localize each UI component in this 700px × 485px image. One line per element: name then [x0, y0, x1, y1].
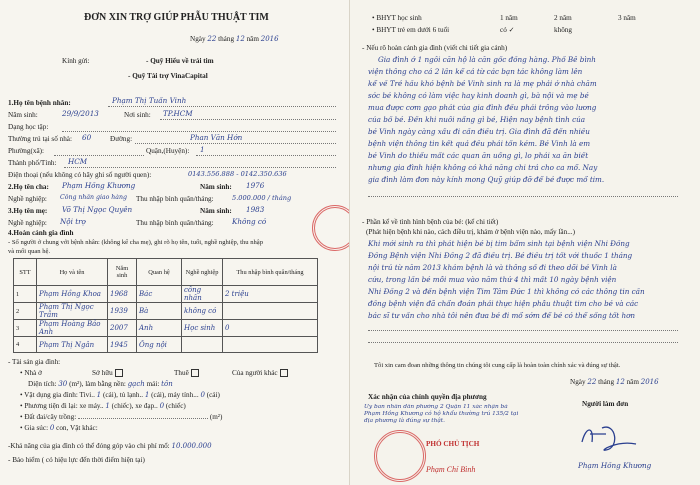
- district-label: Quận,(Huyện):: [146, 147, 190, 155]
- col-job: Nghề nghiệp: [182, 259, 223, 286]
- family-table-header: [14, 259, 318, 286]
- treatment-line: cứu, trong lần bé mỗi mua vào năm thứ 4 thì mất 10 ngày bệnh viện: [368, 276, 617, 284]
- date-day: 22: [207, 35, 217, 43]
- ward-label: Phường(xã):: [8, 147, 45, 155]
- mother-income: Không có: [232, 218, 267, 226]
- to-label: Kính gửi:: [62, 57, 90, 65]
- mother-section: 3.Họ tên mẹ:: [8, 207, 48, 215]
- opt-no: không: [554, 26, 572, 34]
- father-birth: 1976: [246, 182, 265, 190]
- place-line: [160, 119, 336, 120]
- special-line: bệnh viện thông tin kết quả đều phải tốn kém. Bé Vinh là em: [368, 140, 591, 148]
- street-value: Phan Văn Hớn: [190, 134, 243, 142]
- form-page-left: [0, 0, 349, 485]
- land-line: • Đất đai/cây trồng: (m²): [20, 413, 223, 421]
- other-owner-checkbox: [280, 369, 288, 377]
- treatment-line: bác sĩ tư vấn cho nhà tôi nên đưa bé đi mổ sớm để bé có thể sống tốt hơn: [368, 312, 636, 320]
- address-label: Thường trú tại số nhà:: [8, 135, 72, 143]
- special-line: sóc bé không có làm việc hay kinh doanh gì, bà nội và mẹ bé: [368, 92, 589, 100]
- contribution-line: -Khả năng của gia đình có thể đóng góp vào chi phí mổ: 10.000.000: [8, 442, 212, 450]
- opt-3-year: 3 năm: [618, 14, 636, 22]
- fridge-value: 1: [144, 391, 150, 399]
- city-line: [64, 167, 336, 168]
- treatment-line: Khi mới sinh ra thì phát hiện bé bị tim bẩm sinh tại bệnh viện Nhi Đồng: [368, 240, 630, 248]
- col-name: Họ và tên: [37, 259, 108, 286]
- phone-label: Điện thoại (nếu không có hãy ghi số người quen):: [8, 171, 152, 179]
- date-line: Ngày 22 tháng 12 năm 2016: [190, 35, 279, 43]
- computer-value: 0: [200, 391, 205, 399]
- phone-value: 0143.556.888 - 0142.350.636: [188, 170, 287, 178]
- special-line: của bố bé. Đến khi nuôi nấng gì bé, Hiện nay bệnh tình của: [368, 116, 586, 124]
- district-value: 1: [200, 146, 205, 154]
- bhyt-student: • BHYT học sinh: [372, 14, 422, 22]
- family-note-2: và mối quan hệ.: [8, 248, 51, 255]
- assets-title: - Tài sản gia đình:: [8, 358, 61, 366]
- treatment-sub: (Phát hiện bệnh khi nào, cách điều trị, khám ở bệnh viện nào, mấy lần...): [366, 228, 575, 236]
- family-table: [13, 258, 318, 353]
- special-line: gia đình làm đơn này kính mong Quỹ giúp đỡ để bé được mổ tim.: [368, 176, 605, 184]
- special-line: viện thông cho cả 2 lần kể cả từ các bạn tác không làm lên: [368, 68, 583, 76]
- special-line: bé Vinh ngày càng xấu đi cần điều trị. Gia đình đã đến nhiều: [368, 128, 590, 136]
- date-month: 12: [235, 35, 245, 43]
- mother-job-label: Nghề nghiệp:: [8, 219, 47, 227]
- date-year: 2016: [260, 35, 279, 43]
- other-owner-option: Của người khác: [232, 369, 288, 377]
- family-section: 4.Hoàn cảnh gia đình: [8, 229, 74, 237]
- place-label: Nơi sinh:: [124, 111, 151, 119]
- birth-label: Năm sinh:: [8, 111, 38, 119]
- form-title: ĐƠN XIN TRỢ GIÚP PHẪU THUẬT TIM: [84, 12, 269, 23]
- patient-name-line: [108, 106, 336, 107]
- applicant-name: Phạm Hồng Khương: [578, 462, 652, 470]
- official-name: Phạm Chí Bình: [426, 465, 476, 474]
- tv-value: 1: [96, 391, 102, 399]
- father-name: Phạm Hồng Khương: [62, 182, 136, 190]
- special-line: kể về Trẻ hầu khó bệnh bé Vinh sinh ra là mẹ phải ở nhà chăm: [368, 80, 597, 88]
- patient-section: 1.Họ tên bệnh nhân:: [8, 99, 71, 107]
- mother-income-label: Thu nhập bình quân/tháng:: [136, 219, 214, 227]
- applicant-signature: [576, 420, 646, 456]
- applicant-title: Người làm đơn: [582, 400, 629, 408]
- official-role: PHÓ CHỦ TỊCH: [426, 440, 480, 448]
- special-line: nhưng gia đình hiện không có khả năng chi trả cho ca mổ. Nay: [368, 164, 598, 172]
- special-line: mua được cơm gạo phát của gia đình đều phải trông vào lương: [368, 104, 597, 112]
- treatment-line: đồng bệnh viện đã chẩn đoán phải thực hiện phẫu thuật tim cho bé và các: [368, 300, 639, 308]
- opt-yes: có ✓: [500, 26, 515, 34]
- cow-value: 0: [49, 424, 55, 432]
- goods-line: • Vật dụng gia đình: Tivi.. 1 (cái), tủ lạnh.. 1 (cái), máy tính... 0 (cái): [20, 391, 220, 399]
- mother-birth-label: Năm sinh:: [200, 207, 232, 215]
- family-note: - Số người ở chung với bệnh nhân: (không kể cha mẹ), ghi rõ họ tên, tuổi, nghề nghiệp, thu nhập: [8, 239, 264, 246]
- table-row: 1 Phạm Hồng Khoa 1968 Bác công nhân 2 triệu: [14, 286, 318, 303]
- blank-line: [368, 342, 678, 343]
- col-income: Thu nhập bình quân/tháng: [223, 259, 318, 286]
- to-fund-2: - Quỹ Tài trợ VinaCapital: [128, 72, 208, 80]
- house-label: • Nhà ở: [20, 369, 42, 377]
- to-fund: - Quỹ Hiểu về trái tim: [146, 57, 214, 65]
- insurance-label: - Bảo hiểm ( có hiệu lực đến thời điểm hiện tại): [8, 456, 145, 464]
- treatment-line: Nhi Đồng 2 và đến bệnh viện Tim Tâm Đức 1 thì không có các thông tin cần: [368, 288, 645, 296]
- mother-job: Nội trợ: [60, 218, 86, 226]
- opt-2-year: 2 năm: [554, 14, 572, 22]
- rent-checkbox: [191, 369, 199, 377]
- special-line: Gia đình ở 1 ngôi căn hộ là căn gốc đồng hàng. Phố Bê bình: [378, 56, 596, 64]
- sign-date: Ngày 22 tháng 12 năm 2016: [570, 378, 659, 386]
- col-stt: STT: [14, 259, 37, 286]
- col-birth: Năm sinh: [108, 259, 137, 286]
- area-value: 30: [58, 380, 68, 388]
- street-label: Đường:: [110, 135, 133, 143]
- table-row: 2 Phạm Thị Ngọc Trầm 1939 Bà không có: [14, 303, 318, 320]
- bike-value: 0: [159, 402, 165, 410]
- red-stamp-left: [312, 205, 349, 251]
- bhyt-child: • BHYT trẻ em dưới 6 tuổi: [372, 26, 450, 34]
- form-page-right: [350, 0, 700, 485]
- opt-1-year: 1 năm: [500, 14, 518, 22]
- disease-label: Dạng học tập:: [8, 123, 49, 131]
- rent-option: Thuê: [174, 369, 199, 377]
- red-stamp-gov: [374, 430, 426, 482]
- patient-birth: 29/9/2013: [62, 110, 99, 118]
- treatment-line: nội trú từ năm 2013 khám bệnh là và thông số đi theo dõi bé Vinh là: [368, 264, 617, 272]
- mother-birth: 1983: [246, 206, 265, 214]
- house-number: 60: [82, 134, 92, 142]
- treatment-line: Đồng Bệnh viện Nhi Đồng 2 đã điều trị. Bé điều trị tốt với thuốc 1 tháng: [368, 252, 633, 260]
- wall-value: tôn: [161, 380, 173, 388]
- owned-option: Sở hữu: [92, 369, 123, 377]
- special-title: - Nếu rõ hoàn cảnh gia đình (viết chi tiết gia cảnh): [362, 44, 508, 52]
- special-line: bé Vinh do thiếu mất các quan ăn uống gì, lo phải xa ăn biết: [368, 152, 589, 160]
- father-job: Công nhân giao hàng: [60, 194, 127, 201]
- gov-note: Ủy ban nhân dân phường 2 Quận 11 xác nhận bà Phạm Hồng Khương có hộ khẩu thường trú 135/2 tại địa phương là đúng sự thật.: [364, 404, 519, 424]
- animals-line: • Gia súc: 0 con, Vật khác:: [20, 424, 98, 432]
- city-label: Thành phố/Tỉnh:: [8, 159, 57, 167]
- contribution-value: 10.000.000: [171, 442, 212, 450]
- commit-text: Tôi xin cam đoan những thông tin chúng tôi cung cấp là hoàn toàn chính xác và đúng sự thật.: [374, 362, 621, 369]
- area-line: Diện tích: 30 (m²), làm bằng nền: gạch mái: tôn: [28, 380, 173, 388]
- blank-line: [368, 196, 678, 197]
- table-row: 4 Phạm Thị Ngân 1945 Ông nội: [14, 337, 318, 353]
- city-value: HCM: [68, 158, 88, 166]
- patient-place: TP.HCM: [163, 110, 193, 118]
- father-section: 2.Họ tên cha:: [8, 183, 49, 191]
- disease-line: [62, 131, 336, 132]
- father-job-label: Nghề nghiệp:: [8, 195, 47, 203]
- gov-title: Xác nhận của chính quyền địa phương: [368, 393, 487, 401]
- patient-name: Phạm Thị Tuấn Vinh: [112, 97, 187, 105]
- treatment-title: - Phần kể về tình hình bệnh của bé: (kể chi tiết): [362, 218, 499, 226]
- blank-line: [368, 330, 678, 331]
- mother-name: Võ Thị Ngọc Quyên: [62, 206, 133, 214]
- father-income: 5.000.000 / tháng: [232, 194, 292, 202]
- father-birth-label: Năm sinh:: [200, 183, 232, 191]
- street-line: [135, 143, 336, 144]
- moto-value: 1: [105, 402, 110, 410]
- floor-value: gạch: [127, 380, 145, 388]
- col-relation: Quan hệ: [137, 259, 182, 286]
- owned-checkbox: [115, 369, 123, 377]
- table-row: 3 Phạm Hoàng Bảo Anh 2007 Anh Học sinh 0: [14, 320, 318, 337]
- district-line: [196, 155, 336, 156]
- father-income-label: Thu nhập bình quân/tháng:: [136, 195, 214, 203]
- ward-line: [54, 155, 144, 156]
- transport-line: • Phương tiện đi lại: xe máy.. 1 (chiếc), xe đạp.. 0 (chiếc): [20, 402, 186, 410]
